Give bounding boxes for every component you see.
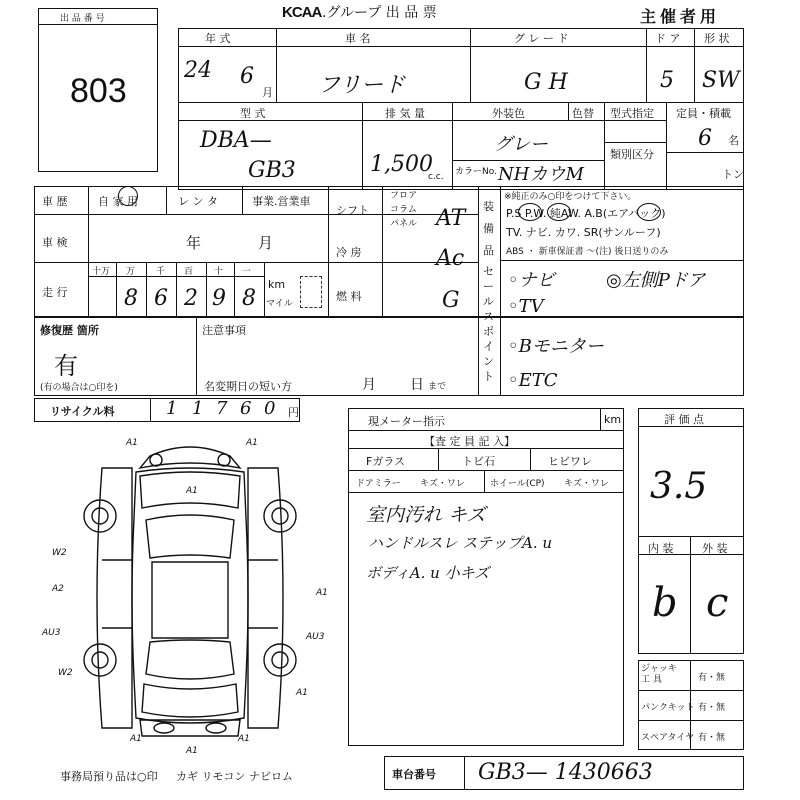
capacity-label: 定員・積載 — [676, 107, 731, 120]
recycle-label: リサイクル料 — [50, 405, 115, 418]
organizer-label: 主催者用 — [640, 7, 721, 26]
damage-mark: A1 — [238, 734, 250, 744]
digit-label: 一 — [242, 267, 252, 277]
meter-label: 現メーター指示 — [368, 415, 445, 428]
interior-value: b — [652, 580, 678, 626]
shift-column: コラム — [390, 205, 417, 215]
spare-yes-no: 有・無 — [698, 733, 726, 743]
mileage-digit: 2 — [184, 286, 198, 311]
crack-label: ヒビワレ — [548, 455, 592, 468]
shift-value: AT — [436, 206, 466, 231]
puncture-label: パンクキット — [641, 703, 695, 713]
damage-mark: W2 — [52, 548, 67, 558]
inspection-label: 車 検 — [42, 236, 68, 249]
score-value: 3.5 — [650, 466, 708, 507]
mileage-digit: 9 — [212, 286, 226, 311]
sales-point-item: ◎左側Pドア — [606, 270, 706, 291]
spare-label: スペアタイヤ — [641, 733, 695, 743]
sales-point-item: ◦ETC — [508, 370, 558, 391]
body-value: SW — [702, 68, 740, 93]
color-label: 外装色 — [492, 107, 525, 120]
history-private-circle — [118, 186, 138, 206]
recycle-digit: 7 — [216, 398, 228, 419]
pw-circle — [547, 203, 571, 221]
glass-label: Fガラス — [366, 455, 405, 468]
capacity-unit: 名 — [728, 134, 739, 147]
grade-value: G H — [524, 70, 568, 95]
month-unit: 月 — [262, 86, 273, 99]
displacement-label: 排 気 量 — [385, 107, 425, 120]
key-items: カギ リモコン ナビロム — [176, 770, 293, 783]
recycle-digit: 1 — [192, 398, 204, 419]
color-value: グレー — [494, 134, 548, 155]
sales-points-label: セールスポイント — [483, 265, 494, 383]
recycle-digit: 1 — [166, 398, 178, 419]
mileage-digit: 8 — [242, 286, 256, 311]
ton-unit: トン — [722, 168, 744, 181]
interior-label: 内 装 — [648, 542, 674, 555]
equipment-note: ※純正のみ○印をつけて下さい。 — [504, 192, 637, 202]
damage-mark: A1 — [246, 438, 258, 448]
inspector-remark: ハンドルスレ ステップA. u — [368, 534, 553, 552]
sales-point-item: ◦ナビ — [508, 270, 555, 291]
equipment-line-3: ABS ・ 新車保証書 ～(注) 後日送りのみ — [506, 247, 669, 257]
chassis-label: 車台番号 — [392, 768, 436, 781]
history-rental: レ ン タ — [178, 195, 218, 208]
damage-mark: AU3 — [42, 628, 61, 638]
model-label: 型 式 — [240, 107, 266, 120]
score-label: 評 価 点 — [664, 413, 704, 426]
fuel-value: G — [442, 288, 460, 313]
car-name-value: フリード — [318, 73, 406, 98]
equipment-label: 装備品 — [483, 200, 494, 257]
wheel-label: ホイール(CP) — [490, 479, 545, 489]
notes-until: まで — [428, 382, 447, 392]
doors-value: 5 — [660, 68, 674, 93]
model-value-2: GB3 — [248, 158, 296, 183]
model-value-1: DBA— — [200, 128, 272, 153]
body-label: 形 状 — [704, 32, 730, 45]
mirror-label: ドアミラー — [356, 479, 401, 489]
history-business: 事業.営業車 — [252, 195, 311, 208]
exterior-value: c — [706, 580, 729, 626]
shift-panel: パネル — [390, 219, 418, 229]
name-label: 車 名 — [345, 32, 371, 45]
notes-day: 日 — [410, 377, 424, 393]
equipment-line-2: TV. ナビ. カワ. SR(サンルーフ) — [506, 226, 661, 239]
brand-logo: KCAA — [282, 4, 322, 21]
short-period-label: 名変期日の短い方 — [204, 380, 292, 393]
displacement-value: 1,500 — [370, 152, 433, 177]
ps-circle — [518, 203, 542, 221]
history-label: 車 歴 — [42, 195, 68, 208]
year-label: 年 式 — [205, 32, 231, 45]
inspector-remark: 室内汚れ キズ — [366, 504, 486, 526]
category-label: 類別区分 — [610, 148, 654, 161]
fuel-label: 燃 料 — [336, 290, 362, 303]
ab-circle — [637, 203, 661, 221]
puncture-yes-no: 有・無 — [698, 703, 726, 713]
recycle-digit: 6 — [240, 398, 252, 419]
mirror-opts: キズ・ワレ — [420, 479, 465, 489]
grade-label: グ レ ー ド — [514, 32, 569, 45]
shift-floor: フロア — [390, 191, 418, 201]
repair-notes-section — [34, 316, 744, 396]
lot-number: 803 — [70, 72, 127, 110]
ac-value: Ac — [436, 246, 465, 271]
meter-km-unit: km — [604, 413, 622, 426]
km-label: km — [268, 278, 286, 291]
color-change-label: 色替 — [572, 107, 594, 120]
office-note: 事務局預り品は○印 — [60, 770, 158, 783]
notes-month: 月 — [362, 377, 376, 393]
equipment-line-1: P.S P.W. 純AW. A.B(エアバック) — [506, 207, 666, 220]
chassis-value: GB3— 1430663 — [478, 760, 653, 785]
digit-label: 百 — [184, 267, 194, 277]
jack-yes-no: 有・無 — [698, 673, 726, 683]
damage-mark: AU3 — [306, 632, 325, 642]
wheel-opts: キズ・ワレ — [564, 479, 609, 489]
mile-label: マイル — [266, 299, 293, 309]
type-designation-label: 型式指定 — [610, 107, 654, 120]
color-no-value: NHカウM — [498, 164, 584, 185]
year-value: 24 — [184, 58, 212, 83]
inspection-year: 年 — [186, 234, 202, 252]
month-value: 6 — [240, 64, 254, 89]
mileage-digit: 8 — [124, 286, 138, 311]
history-private: 自 家 用 — [98, 195, 138, 208]
damage-mark: A1 — [186, 486, 198, 496]
sales-point-item: ◦Bモニター — [508, 336, 604, 357]
digit-label: 十万 — [92, 267, 111, 277]
repair-note: (有の場合は○印を) — [40, 383, 118, 393]
lot-label: 出 品 番 号 — [60, 14, 105, 24]
displacement-unit: c.c. — [428, 172, 444, 182]
repair-value: 有 — [54, 352, 78, 380]
inspector-remark: ボディA. u 小キズ — [366, 564, 490, 582]
form-title: .グループ 出 品 票 — [322, 5, 437, 21]
damage-mark: W2 — [58, 668, 73, 678]
digit-label: 十 — [214, 267, 224, 277]
jack-label: ジャッキ 工 具 — [641, 664, 677, 685]
damage-mark: A1 — [296, 688, 308, 698]
glass-chip: トビ石 — [462, 455, 495, 468]
exterior-label: 外 装 — [702, 542, 728, 555]
mile-checkbox — [300, 276, 322, 308]
digit-label: 千 — [156, 267, 166, 277]
damage-mark: A1 — [126, 438, 138, 448]
inspection-month: 月 — [258, 234, 274, 252]
notes-label: 注意事項 — [202, 324, 246, 337]
capacity-value: 6 — [698, 126, 712, 151]
recycle-unit: 円 — [288, 406, 299, 419]
sales-point-item: ◦TV — [508, 296, 544, 317]
damage-mark: A1 — [316, 588, 328, 598]
color-no-label: カラーNo. — [455, 167, 497, 177]
damage-mark: A1 — [130, 734, 142, 744]
doors-label: ド ア — [655, 32, 681, 45]
repair-label: 修復歴 箇所 — [40, 324, 99, 337]
car-diagram — [40, 428, 340, 758]
mileage-digit: 6 — [154, 286, 168, 311]
damage-mark: A1 — [186, 746, 198, 756]
mileage-label: 走 行 — [42, 286, 68, 299]
damage-mark: A2 — [52, 584, 64, 594]
ac-label: 冷 房 — [336, 246, 362, 259]
digit-label: 万 — [126, 267, 136, 277]
inspector-header: 【査 定 員 記 入】 — [424, 435, 515, 448]
recycle-digit: 0 — [264, 398, 276, 419]
shift-label: シフト — [336, 204, 369, 217]
